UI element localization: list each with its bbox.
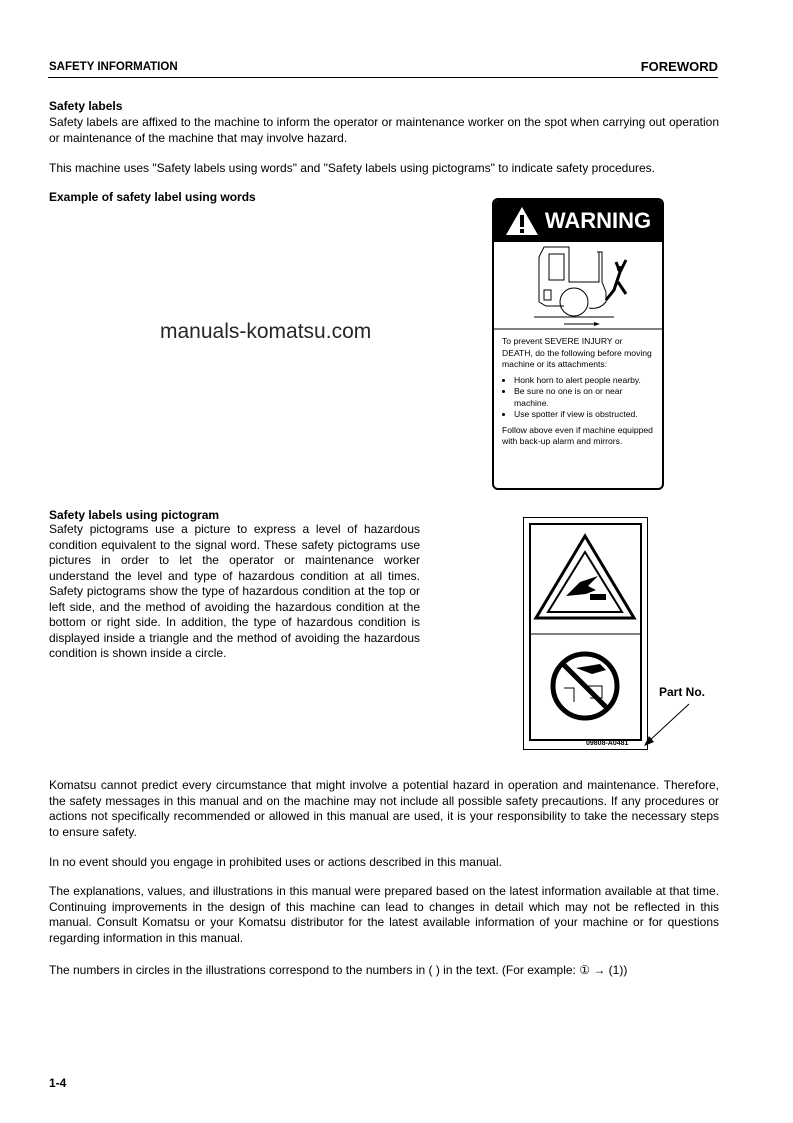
watermark: manuals-komatsu.com (160, 320, 372, 343)
pictogram-illustration (524, 518, 647, 749)
warning-intro: To prevent SEVERE INJURY or DEATH, do the following before moving machine or its attachments: (502, 336, 652, 369)
safety-labels-usage: This machine uses "Safety labels using words" and "Safety labels using pictograms" to indicate safety procedures. (49, 161, 656, 175)
chapter-header: FOREWORD (640, 59, 718, 74)
section-header: SAFETY INFORMATION (49, 61, 178, 73)
part-no-arrow-icon (640, 702, 692, 748)
warning-label (492, 198, 664, 490)
warning-footer: Follow above even if machine equipped with back-up alarm and mirrors. (502, 424, 653, 446)
safety-labels-intro: Safety labels are affixed to the machine to inform the operator or maintenance worker on the spot when carrying out operation or maintenance of the machine that may involve hazard. (49, 115, 719, 145)
words-example-heading: Example of safety label using words (49, 190, 256, 204)
header-rule (48, 77, 718, 78)
part-number: 09808-A0481 (586, 740, 629, 747)
page-number: 1-4 (49, 1076, 67, 1090)
pictogram-label (523, 517, 648, 750)
crushed-hand-icon (566, 576, 598, 596)
safety-labels-heading: Safety labels (49, 99, 123, 113)
warning-bullet: • Be sure no one is on or near machine. (514, 386, 654, 409)
machine-backing-illustration (494, 242, 662, 330)
warning-bullet: • Honk horn to alert people nearby. (514, 375, 654, 387)
paragraph-explanations: The explanations, values, and illustrations in this manual were prepared based on the latest information available at that time. Continuing improvements in the design of this machine can lead to changes in detail which may not be reflected in this manual. Consult Komatsu or your Komatsu distributor for the latest available information of your machine or for questions regarding information in this manual. (49, 884, 719, 945)
signal-word: WARNING (544, 208, 652, 233)
part-no-label: Part No. (659, 685, 706, 699)
paragraph-komatsu-disclaimer: Komatsu cannot predict every circumstance that might involve a potential hazard in operation and maintenance. Therefore, the safety messages in this manual and on the machine may not include all possible safety precautions. If any procedures or actions not specifically recommended or allowed in this manual are used, it is your responsibility to take the necessary steps to ensure safety. (49, 778, 719, 839)
warning-bullets (502, 375, 654, 421)
paragraph-circled-numbers: The numbers in circles in the illustrations correspond to the numbers in ( ) in the text. (For example: ① → (1)) (49, 963, 628, 977)
pictogram-description: Safety pictograms use a picture to express a level of hazardous condition equivalent to the signal word. These safety pictograms use pictures in order to let the operator or maintenance worker understand the level and type of hazardous condition at all times. Safety pictograms show the type of hazardous condition at the top or left side, and the method of avoiding the hazardous condition at the bottom or right side. In addition, the type of hazardous condition is displayed inside a triangle and the method of avoiding the hazardous condition is shown inside a circle. (49, 522, 420, 660)
pictogram-heading: Safety labels using pictogram (49, 508, 220, 522)
paragraph-prohibited-uses: In no event should you engage in prohibited uses or actions described in this manual. (49, 855, 502, 869)
warning-bullet: • Use spotter if view is obstructed. (514, 409, 654, 421)
warning-triangle-icon (505, 206, 539, 236)
